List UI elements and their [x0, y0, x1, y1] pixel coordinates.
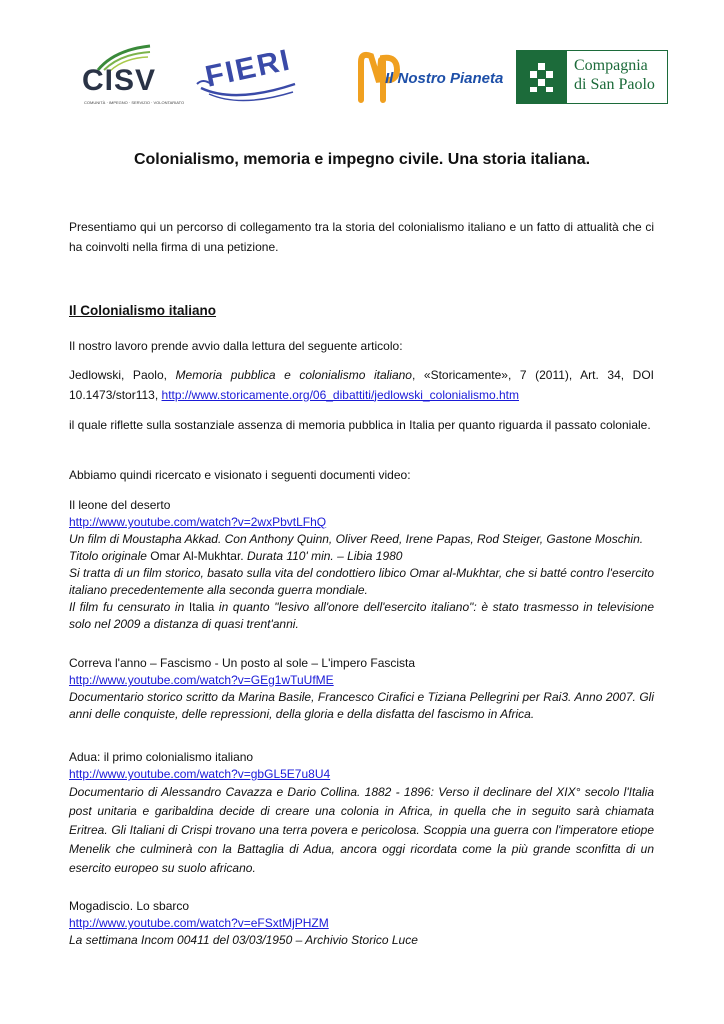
video-link[interactable]: http://www.youtube.com/watch?v=gbGL5E7u8U4	[69, 767, 331, 781]
nostro-pianeta-logo	[355, 48, 504, 108]
article-link[interactable]: http://www.storicamente.org/06_dibattiti/jedlowski_colonialismo.htm	[161, 387, 520, 402]
article-title: Memoria pubblica e colonialismo italiano	[175, 368, 412, 382]
lead-paragraph: Il nostro lavoro prende avvio dalla lettura del seguente articolo:	[69, 339, 403, 353]
section-heading: Il Colonialismo italiano	[69, 303, 217, 318]
cisv-tagline: COMUNITÀ · IMPEGNO · SERVIZIO · VOLONTARIATO	[84, 100, 185, 105]
video-title: Correva l'anno – Fascismo - Un posto al sole – L'impero Fascista	[69, 656, 416, 670]
video-item	[69, 898, 654, 949]
video-description: Si tratta di un film storico, basato sulla vita del condottiero libico Omar al-Mukhtar, che si batté contro l'esercito italiano precedentemente alla seconda guerra mondiale.	[69, 566, 654, 597]
video-description: La settimana Incom 00411 del 03/03/1950 – Archivio Storico Luce	[69, 933, 418, 947]
video-censorship-note: Il film fu censurato in Italia in quanto "lesivo all'onore dell'esercito italiano": è stato trasmesso in televisione solo nel 2009 a distanza di quasi trent'anni.	[69, 600, 654, 631]
video-link[interactable]: http://www.youtube.com/watch?v=eFSxtMjPHZM	[69, 916, 329, 930]
video-link[interactable]: http://www.youtube.com/watch?v=2wxPbvtLFhQ	[69, 515, 327, 529]
reflection-paragraph: il quale riflette sulla sostanziale assenza di memoria pubblica in Italia per quanto riguarda il passato coloniale.	[69, 418, 651, 432]
video-description: Documentario storico scritto da Marina Basile, Francesco Cirafici e Tiziana Pellegrini per Rai3. Anno 2007. Gli anni delle conquiste, delle repressioni, della gloria e della disfatta del fascismo in Africa.	[69, 690, 654, 721]
video-item	[69, 749, 654, 878]
video-title: Mogadiscio. Lo sbarco	[69, 899, 190, 913]
csp-emblem-icon	[517, 51, 567, 103]
video-description: Documentario di Alessandro Cavazza e Dario Collina. 1882 - 1896: Verso il declinare del XIX° secolo l'Italia post unitaria e garibaldina decide di creare una colonia in Africa, in quella che in seguito sarà chiamata Eritrea. Gli Italiani di Crispi trovano una terra povera e pericolosa. Scoppia una guerra con l'imperatore etiope Menelik che culminerà con la Battaglia di Adua, ancora oggi ricordata come la più grande sconfitta di un esercito europeo su suolo africano.	[69, 785, 654, 875]
csp-wordmark: Compagnia di San Paolo	[574, 57, 655, 93]
compagnia-san-paolo-logo	[516, 50, 668, 104]
video-original-title: Titolo originale Omar Al-Mukhtar. Durata 110' min. – Libia 1980	[69, 549, 403, 563]
video-link[interactable]: http://www.youtube.com/watch?v=GEg1wTuUfME	[69, 673, 334, 687]
np-wordmark: Il Nostro Pianeta	[385, 70, 504, 87]
video-title: Adua: il primo colonialismo italiano	[69, 750, 254, 764]
video-title: Il leone del deserto	[69, 498, 171, 512]
cisv-logo	[72, 46, 185, 108]
video-credits: Un film di Moustapha Akkad. Con Anthony Quinn, Oliver Reed, Irene Papas, Rod Steiger, Gastone Moschin.	[69, 532, 644, 546]
video-item	[69, 497, 654, 633]
intro-paragraph: Presentiamo qui un percorso di collegamento tra la storia del colonialismo italiano e un fatto di attualità che ci ha coinvolti nella firma di una petizione.	[69, 220, 654, 254]
video-item	[69, 655, 654, 723]
document-title: Colonialismo, memoria e impegno civile. Una storia italiana.	[133, 151, 591, 168]
videos-intro: Abbiamo quindi ricercato e visionato i seguenti documenti video:	[69, 468, 411, 482]
fieri-wordmark: FIERI	[202, 43, 295, 94]
citation-paragraph: Jedlowski, Paolo, Memoria pubblica e colonialismo italiano, «Storicamente», 7 (2011), Art. 34, DOI 10.1473/stor113, http://www.storicamente.org/06_dibattiti/jedlowski_colonialismo.htm	[69, 368, 655, 402]
fieri-logo	[195, 44, 305, 110]
cisv-wordmark: CISV	[82, 64, 157, 97]
logo-bar	[0, 44, 724, 114]
